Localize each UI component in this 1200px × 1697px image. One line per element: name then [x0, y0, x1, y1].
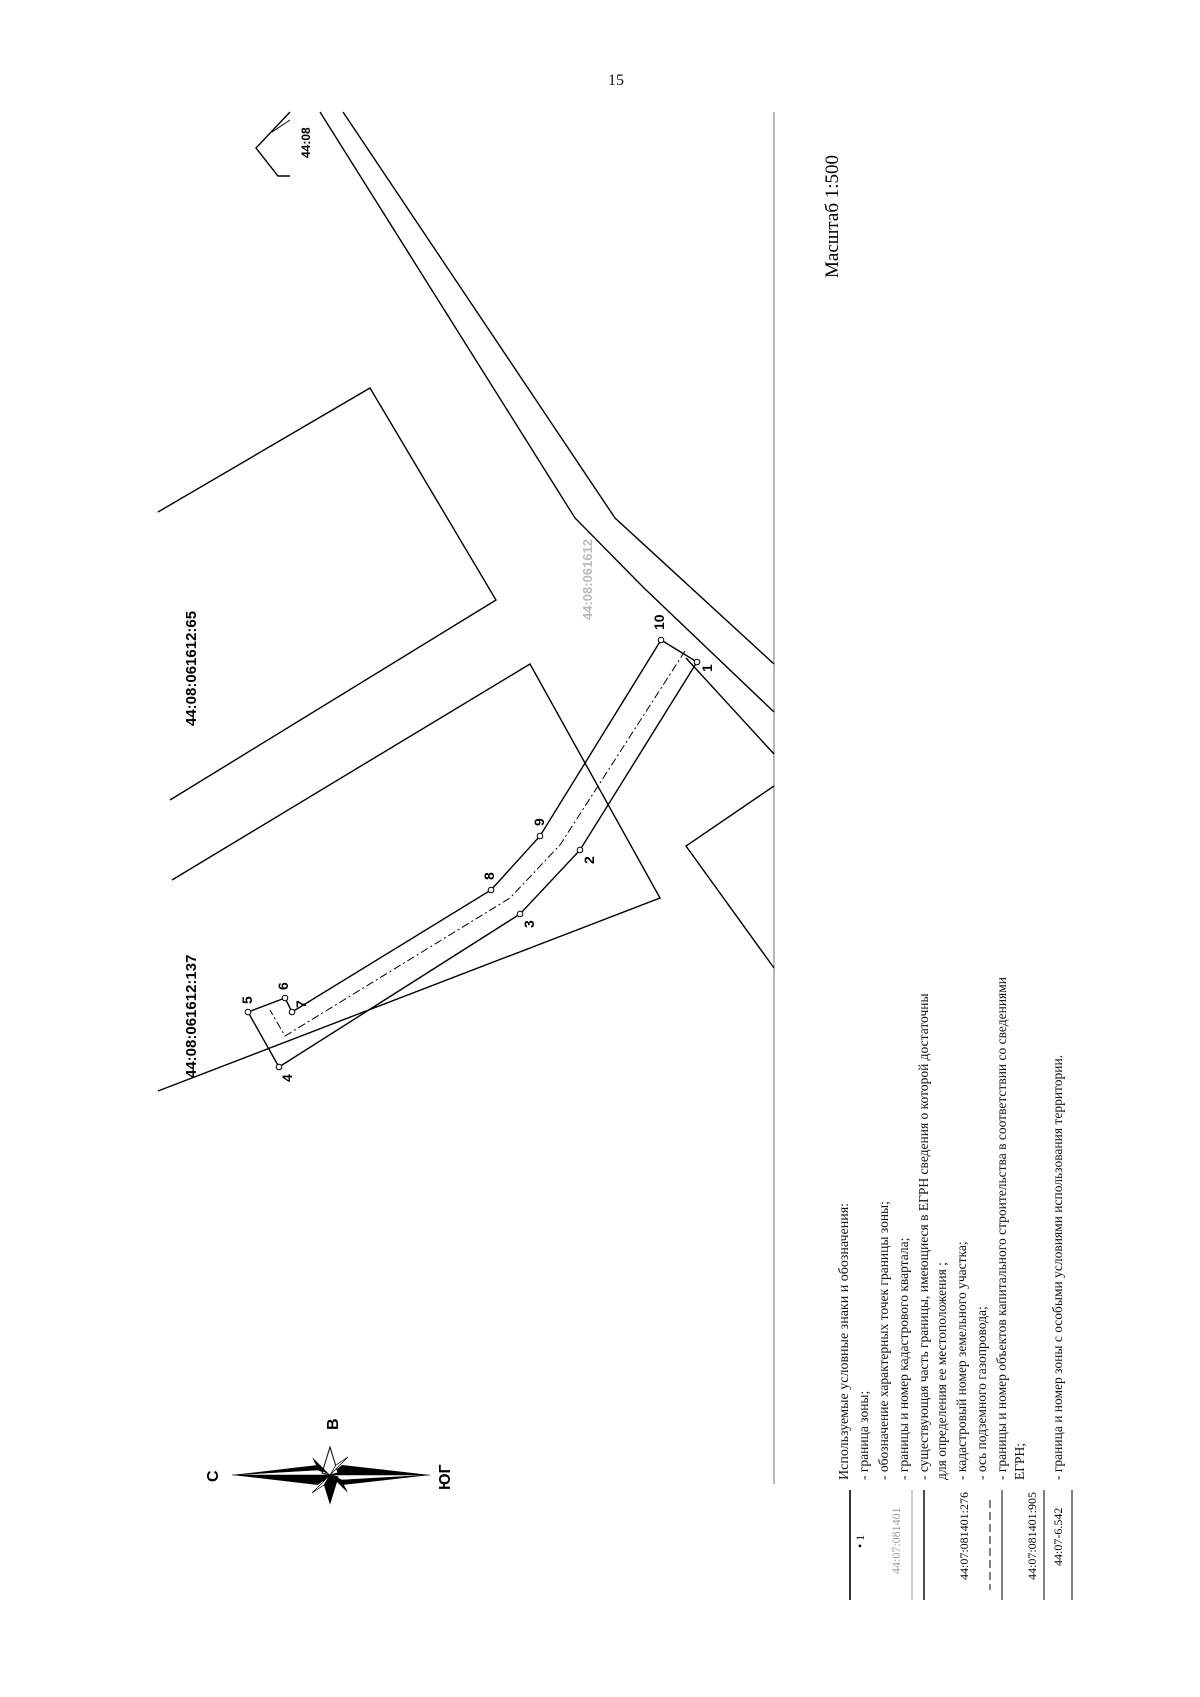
zone-boundary: [248, 640, 697, 1067]
parcel-65-boundary: [158, 388, 496, 800]
gas-pipeline-axis: [270, 651, 685, 1036]
parcel-137-label: 44:08:061612:137: [183, 954, 200, 1078]
legend-item-6: - ось подземного газопровода;: [974, 1306, 989, 1480]
point-1-label: 1: [699, 664, 715, 672]
point-10-marker: [658, 637, 664, 643]
corner-parcel: [256, 112, 290, 176]
legend: [837, 977, 1065, 1480]
compass-east-label: В: [325, 1418, 342, 1430]
legend-item-8: - граница и номер зоны с особыми условиями использования территории.: [1050, 1054, 1065, 1480]
legend-item-7: - границы и номер объектов капитального строительства в соответствии со сведениями: [994, 976, 1009, 1480]
sample-quarter-label: 44:07:081401: [889, 1507, 903, 1574]
point-10-label: 10: [651, 614, 667, 630]
point-6-marker: [282, 995, 288, 1001]
parcel-65-label: 44:08:061612:65: [183, 610, 200, 726]
sample-parcel-label: 44:07:081401:276: [957, 1491, 971, 1580]
point-5-label: 5: [239, 996, 255, 1004]
parcel-137-boundary: [158, 664, 660, 1091]
point-9-marker: [537, 833, 543, 839]
compass-south-label: ЮГ: [437, 1464, 454, 1490]
legend-item-4: - существующая часть границы, имеющиеся в ЕГРН сведения о которой достаточны: [916, 993, 931, 1480]
road-edge-upper: [343, 112, 774, 664]
legend-item-1: - граница зоны;: [856, 1390, 871, 1480]
scale-label: Масштаб 1:500: [822, 154, 843, 278]
compass-rose: [205, 1418, 454, 1503]
point-2-label: 2: [581, 856, 597, 864]
page-number: 15: [608, 72, 624, 89]
corner-parcel-label: 44:08: [299, 127, 313, 158]
legend-item-2: - обозначение характерных точек границы зоны;: [876, 1201, 891, 1480]
point-4-marker: [276, 1064, 282, 1070]
point-8-label: 8: [481, 872, 497, 880]
boundary-points: [245, 637, 700, 1070]
compass-north-label: С: [205, 1470, 222, 1482]
point-4-label: 4: [279, 1074, 295, 1082]
sample-zouit-label: 44:07-6.542: [1051, 1507, 1065, 1566]
sample-oks-label: 44:07:081401:905: [1025, 1491, 1039, 1580]
point-8-marker: [488, 887, 494, 893]
point-1-marker: [694, 659, 700, 665]
legend-samples: [850, 1490, 1072, 1600]
point-7-marker: [289, 1009, 295, 1015]
legend-item-4-cont: для определения ее местоположения ;: [934, 1262, 949, 1480]
point-6-label: 6: [275, 982, 291, 990]
point-3-marker: [517, 911, 523, 917]
road-edge-lower: [320, 112, 774, 712]
point-2-marker: [577, 847, 583, 853]
legend-item-7-cont: ЕГРН;: [1012, 1442, 1027, 1480]
building-fragment: [686, 786, 774, 968]
legend-title: Используемые условные знаки и обозначения:: [837, 1202, 852, 1480]
point-9-label: 9: [531, 818, 547, 826]
legend-item-5: - кадастровый номер земельного участка;: [954, 1241, 969, 1480]
point-3-label: 3: [521, 920, 537, 928]
point-5-marker: [245, 1009, 251, 1015]
legend-item-3: - границы и номер кадастрового квартала;: [896, 1237, 911, 1480]
faded-quarter-label: 44:08:061612: [580, 539, 595, 620]
point-7-label: 7: [293, 1000, 309, 1008]
sample-point-label: • 1: [853, 1534, 867, 1548]
